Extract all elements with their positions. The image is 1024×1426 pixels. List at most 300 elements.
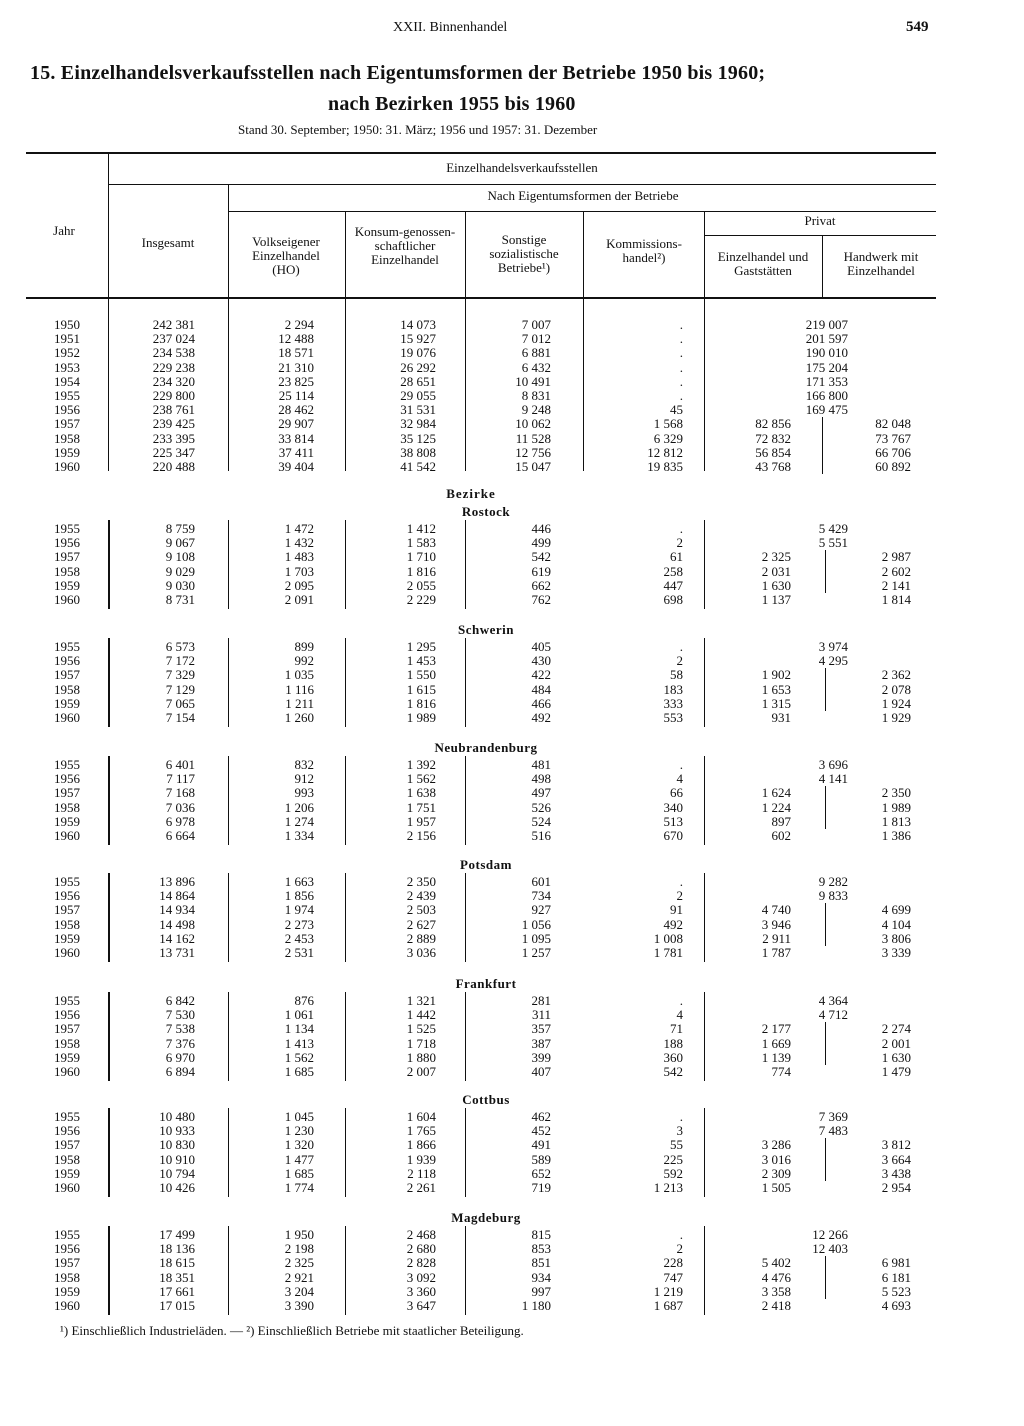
year-cell: 1959 [54,444,80,460]
table-row [0,711,1024,725]
privat-cell: 9 282 [818,874,848,889]
body-divider-kommission [704,873,705,962]
table-row [0,536,1024,550]
kommission-header: Kommissions-handel²) [606,236,682,265]
ho-cell: 1 483 [284,549,314,565]
privat-cell: 171 353 [805,373,848,389]
handwerk-cell: 2 954 [881,1180,911,1195]
handwerk-cell: 60 892 [875,459,911,474]
privat-cell: 166 800 [805,388,848,403]
kommission-cell: 447 [663,577,683,593]
total-cell: 7 117 [166,771,195,787]
year-cell: 1955 [54,1227,80,1242]
sonstige-cell: 762 [531,592,551,607]
handwerk-cell: 1 814 [881,592,911,607]
einzelhandel-gast-cell: 2 309 [761,1165,791,1181]
year-cell: 1959 [54,695,80,711]
year-cell: 1955 [54,639,80,654]
sonstige-cell: 619 [531,563,551,579]
kommission-cell: 4 [676,771,683,787]
body-divider-ho [345,1226,346,1315]
total-cell: 7 168 [165,785,195,801]
ho-cell: 1 685 [284,1064,314,1079]
kommission-cell: 4 [676,1007,683,1023]
subgroup-header-rule [228,211,936,212]
sonstige-cell: 491 [531,1137,551,1153]
total-cell: 14 498 [159,916,195,932]
einzelhandel-gast-cell: 1 902 [761,667,791,683]
year-cell: 1955 [54,757,80,772]
year-cell: 1957 [54,785,80,801]
district-name: Cottbus [462,1092,510,1107]
sonstige-cell: 1 056 [521,916,551,932]
ho-cell: 3 204 [284,1283,314,1299]
total-cell: 239 425 [152,416,195,432]
table-row [0,522,1024,536]
body-divider-jahr [108,992,110,1081]
total-cell: 10 933 [159,1123,195,1139]
total-cell: 7 538 [165,1021,195,1037]
total-cell: 10 830 [159,1137,195,1153]
sonstige-cell: 1 180 [521,1298,551,1313]
body-divider-jahr [108,1226,110,1315]
kommission-cell: 61 [670,549,683,565]
konsum-cell: 2 007 [406,1064,436,1079]
total-cell: 6 573 [165,639,195,654]
body-divider-konsum [465,992,466,1081]
ho-cell: 1 477 [284,1151,314,1167]
body-divider-konsum [465,756,466,845]
ho-cell: 1 472 [284,521,314,536]
ho-cell: 23 825 [278,373,314,389]
ho-cell: 1 334 [284,828,314,843]
ho-cell: 1 045 [284,1109,314,1124]
total-cell: 229 238 [152,359,195,375]
body-divider-konsum [465,1108,466,1197]
table-row [0,1065,1024,1079]
ho-cell: 2 453 [284,930,314,946]
year-cell: 1956 [54,1241,80,1257]
sonstige-cell: 452 [531,1123,551,1139]
table-row [0,417,1024,431]
einzelhandel-gast-cell: 56 854 [755,444,791,460]
konsum-cell: 3 036 [406,945,436,960]
ho-cell: 1 134 [284,1021,314,1037]
konsum-cell: 28 651 [400,373,436,389]
district-rows [0,640,1024,725]
sonstige-cell: 1 257 [521,945,551,960]
ho-cell: 37 411 [278,444,314,460]
kommission-cell: 553 [663,710,683,725]
einzelhandel-gast-cell: 2 418 [761,1298,791,1313]
konsum-cell: 1 816 [406,563,436,579]
group-header-rule [108,184,936,185]
body-divider-jahr [108,1108,110,1197]
einzelhandel-gast-cell: 897 [771,813,791,829]
table-row [0,889,1024,903]
kommission-cell: 188 [663,1035,683,1051]
table-row [0,579,1024,593]
total-cell: 7 065 [165,695,195,711]
privat-cell: 4 141 [818,771,848,787]
kommission-cell: . [679,317,683,332]
einzelhandel-gast-cell: 3 016 [761,1151,791,1167]
ho-cell: 2 091 [284,592,314,607]
total-cell: 17 015 [159,1298,195,1313]
total-cell: 6 978 [165,813,195,829]
privat-cell: 169 475 [805,402,848,418]
privat-split-rule [825,668,826,711]
kommission-cell: 12 812 [647,444,683,460]
year-cell: 1958 [54,1151,80,1167]
ho-cell: 993 [294,785,314,801]
kommission-cell: 1 219 [653,1283,683,1299]
handwerk-cell: 6 981 [881,1255,911,1271]
konsum-cell: 1 453 [406,653,436,669]
body-divider-insgesamt [228,1226,229,1315]
einzelhandel-gast-cell: 72 832 [755,430,791,446]
konsum-cell: 32 984 [400,416,436,432]
einzelhandel-gast-cell: 2 031 [761,563,791,579]
body-divider-ho [345,520,346,609]
einzelhandel-gast-cell: 1 224 [761,799,791,815]
total-cell: 17 661 [159,1283,195,1299]
table-row [0,446,1024,460]
district-name: Magdeburg [451,1210,521,1225]
privat-cell: 3 974 [818,639,848,654]
einzelhandel-gast-cell: 931 [771,710,791,725]
kommission-cell: 1 687 [653,1298,683,1313]
einzelhandel-gast-cell: 1 669 [761,1035,791,1051]
year-cell: 1957 [54,1021,80,1037]
insgesamt-header: Insgesamt [141,235,195,250]
handwerk-cell: 1 386 [881,828,911,843]
konsum-cell: 1 718 [406,1035,436,1051]
privat-cell: 9 833 [818,888,848,904]
konsum-header: Konsum-genossen-schaftlicher Einzelhandel [354,224,456,267]
kommission-cell: 698 [663,592,683,607]
privat-cell: 12 403 [812,1241,848,1257]
konsum-cell: 2 627 [406,916,436,932]
body-divider-ho [345,992,346,1081]
ho-cell: 1 211 [285,695,314,711]
sonstige-cell: 8 831 [521,388,551,403]
year-cell: 1958 [54,1269,80,1285]
konsum-cell: 2 503 [406,902,436,918]
konsum-cell: 1 442 [406,1007,436,1023]
body-divider-jahr [108,873,110,962]
handwerk-cell: 2 362 [881,667,911,683]
ho-cell: 1 230 [284,1123,314,1139]
handwerk-cell: 4 699 [881,902,911,918]
konsum-cell: 26 292 [400,359,436,375]
einzelhandel-gast-cell: 4 740 [761,902,791,918]
sonstige-cell: 387 [531,1035,551,1051]
header-divider-konsum [465,212,466,299]
sonstige-cell: 9 248 [521,402,551,418]
body-divider-kommission [704,1108,705,1197]
total-cell: 220 488 [152,459,195,474]
table-row [0,1138,1024,1152]
handwerk-cell: 1 924 [881,695,911,711]
table-row [0,403,1024,417]
district-rows [0,994,1024,1079]
konsum-cell: 1 615 [406,681,436,697]
ho-cell: 18 571 [278,345,314,361]
ho-cell: 2 198 [284,1241,314,1257]
konsum-cell: 29 055 [400,388,436,403]
table-row [0,668,1024,682]
sonstige-cell: 466 [531,695,551,711]
chapter-header: XXII. Binnenhandel [393,20,508,35]
ho-cell: 39 404 [278,459,314,474]
kommission-cell: . [679,345,683,361]
table-row [0,565,1024,579]
table-row [0,758,1024,772]
body-divider-jahr [108,756,110,845]
body-divider-insgesamt [228,756,229,845]
header-divider-ho [345,212,346,299]
ho-cell: 1 061 [284,1007,314,1023]
privat-cell: 12 266 [812,1227,848,1242]
total-cell: 234 538 [152,345,195,361]
handwerk-cell: 6 181 [881,1269,911,1285]
ho-cell: 1 856 [284,888,314,904]
total-cell: 9 030 [165,577,195,593]
konsum-cell: 2 468 [406,1227,436,1242]
einzelhandel-gast-cell: 2 911 [762,930,791,946]
table-row [0,654,1024,668]
table-title-line1: 15. Einzelhandelsverkaufsstellen nach Eigentumsformen der Betriebe 1950 bis 1960; [30,62,766,84]
handwerk-cell: 3 339 [881,945,911,960]
handwerk-cell: 3 806 [881,930,911,946]
district-rows [0,1228,1024,1313]
year-cell: 1958 [54,430,80,446]
total-cell: 7 376 [165,1035,195,1051]
year-cell: 1956 [54,1123,80,1139]
year-cell: 1955 [54,1109,80,1124]
sonstige-cell: 7 007 [521,317,551,332]
konsum-cell: 38 808 [400,444,436,460]
table-row [0,1271,1024,1285]
kommission-cell: . [679,359,683,375]
sonstige-cell: 1 095 [521,930,551,946]
page-number: 549 [906,19,929,35]
body-divider-kommission [704,1226,705,1315]
kommission-cell: 258 [663,563,683,579]
kommission-cell: 1 213 [653,1180,683,1195]
konsum-cell: 1 710 [406,549,436,565]
handwerk-header: Handwerk mit Einzelhandel [843,249,919,278]
kommission-cell: 183 [663,681,683,697]
kommission-cell: 670 [663,828,683,843]
year-cell: 1957 [54,667,80,683]
total-cell: 9 108 [165,549,195,565]
kommission-cell: 340 [663,799,683,815]
kommission-cell: 66 [670,785,683,801]
handwerk-cell: 1 630 [881,1049,911,1065]
year-cell: 1956 [54,402,80,418]
kommission-cell: 2 [676,653,683,669]
district-rows [0,1110,1024,1195]
konsum-cell: 1 638 [406,785,436,801]
table-row [0,829,1024,843]
konsum-cell: 1 604 [406,1109,436,1124]
einzelhandel-gast-cell: 2 177 [761,1021,791,1037]
kommission-cell: . [679,373,683,389]
year-cell: 1957 [54,902,80,918]
handwerk-cell: 5 523 [881,1283,911,1299]
handwerk-cell: 2 001 [881,1035,911,1051]
ho-cell: 25 114 [278,388,314,403]
total-cell: 6 401 [165,757,195,772]
total-cell: 7 036 [165,799,195,815]
ho-cell: 2 325 [284,1255,314,1271]
year-cell: 1960 [54,828,80,843]
kommission-cell: . [679,1109,683,1124]
privat-split-rule [825,786,826,829]
konsum-cell: 35 125 [400,430,436,446]
total-cell: 7 329 [165,667,195,683]
sonstige-cell: 492 [531,710,551,725]
ho-cell: 2 095 [284,577,314,593]
sonstige-cell: 405 [531,639,551,654]
kommission-cell: 55 [670,1137,683,1153]
privat-split-rule [825,903,826,946]
privat-cell: 201 597 [805,331,848,347]
table-row [0,550,1024,564]
body-divider-kommission [704,520,705,609]
total-cell: 229 800 [152,388,195,403]
sonstige-cell: 12 756 [515,444,551,460]
konsum-cell: 41 542 [400,459,436,474]
privat-cell: 4 295 [818,653,848,669]
table-row [0,1110,1024,1124]
einzelhandel-gast-cell: 4 476 [761,1269,791,1285]
konsum-cell: 1 880 [406,1049,436,1065]
sonstige-cell: 516 [531,828,551,843]
handwerk-cell: 2 602 [881,563,911,579]
handwerk-cell: 1 989 [881,799,911,815]
handwerk-cell: 1 479 [881,1064,911,1079]
sonstige-cell: 662 [531,577,551,593]
konsum-cell: 1 765 [406,1123,436,1139]
konsum-cell: 2 261 [406,1180,436,1195]
konsum-cell: 3 360 [406,1283,436,1299]
sonstige-cell: 524 [531,813,551,829]
privat-cell: 3 696 [818,757,848,772]
total-cell: 10 794 [159,1165,195,1181]
total-cell: 6 842 [165,993,195,1008]
body-divider-kommission [704,638,705,727]
year-cell: 1959 [54,813,80,829]
ho-cell: 2 273 [284,916,314,932]
einzelhandel-gast-cell: 43 768 [755,459,791,474]
kommission-cell: . [679,874,683,889]
table-title-line2: nach Bezirken 1955 bis 1960 [328,93,576,115]
kommission-cell: . [679,331,683,347]
kommission-cell: 592 [663,1165,683,1181]
bezirke-label: Bezirke [446,486,496,501]
handwerk-cell: 3 664 [881,1151,911,1167]
einzelhandel-gast-cell: 1 624 [761,785,791,801]
table-row [0,1008,1024,1022]
ho-cell: 29 907 [278,416,314,432]
table-row [0,1299,1024,1313]
kommission-cell: . [679,521,683,536]
total-cell: 6 970 [165,1049,195,1065]
einzelhandel-gast-cell: 1 315 [761,695,791,711]
year-cell: 1956 [54,653,80,669]
einzelhandel-gast-cell: 3 286 [761,1137,791,1153]
national-rows [0,318,1024,474]
konsum-cell: 1 957 [406,813,436,829]
total-cell: 14 934 [159,902,195,918]
year-cell: 1959 [54,1165,80,1181]
total-cell: 8 731 [165,592,195,607]
year-cell: 1959 [54,1283,80,1299]
table-row [0,1228,1024,1242]
privat-cell: 5 429 [818,521,848,536]
konsum-cell: 2 439 [406,888,436,904]
kommission-cell: 2 [676,888,683,904]
handwerk-cell: 2 987 [881,549,911,565]
ho-header: Volkseigener Einzelhandel (HO) [252,234,320,277]
table-row [0,346,1024,360]
sonstige-cell: 484 [531,681,551,697]
total-cell: 18 615 [159,1255,195,1271]
district-name: Neubrandenburg [434,740,538,755]
handwerk-cell: 3 812 [881,1137,911,1153]
privat-split-rule [825,1022,826,1065]
sonstige-cell: 652 [531,1165,551,1181]
year-cell: 1954 [54,373,80,389]
sonstige-cell: 498 [531,771,551,787]
body-divider-insgesamt [228,1108,229,1197]
kommission-cell: 58 [670,667,683,683]
konsum-cell: 1 939 [406,1151,436,1167]
ho-cell: 912 [294,771,314,787]
einzelhandel-gast-cell: 1 137 [761,592,791,607]
ho-cell: 1 974 [284,902,314,918]
total-cell: 13 731 [159,945,195,960]
total-cell: 17 499 [159,1227,195,1242]
einzelhandel-gast-cell: 1 630 [761,577,791,593]
ho-cell: 2 921 [284,1269,314,1285]
konsum-cell: 3 647 [406,1298,436,1313]
konsum-cell: 2 229 [406,592,436,607]
year-cell: 1960 [54,1180,80,1195]
privat-cell: 190 010 [805,345,848,361]
table-row [0,640,1024,654]
table-row [0,786,1024,800]
table-row [0,1037,1024,1051]
body-divider-konsum [465,1226,466,1315]
body-divider-insgesamt [228,638,229,727]
ho-cell: 1 206 [284,799,314,815]
year-cell: 1958 [54,916,80,932]
ho-cell: 1 035 [284,667,314,683]
konsum-cell: 1 816 [406,695,436,711]
table-row [0,918,1024,932]
year-cell: 1957 [54,1137,80,1153]
body-divider-insgesamt [228,873,229,962]
handwerk-cell: 3 438 [881,1165,911,1181]
district-name: Frankfurt [455,976,517,991]
privat-cell: 5 551 [818,535,848,551]
group-header: Einzelhandelsverkaufsstellen [446,160,598,175]
konsum-cell: 1 562 [406,771,436,787]
